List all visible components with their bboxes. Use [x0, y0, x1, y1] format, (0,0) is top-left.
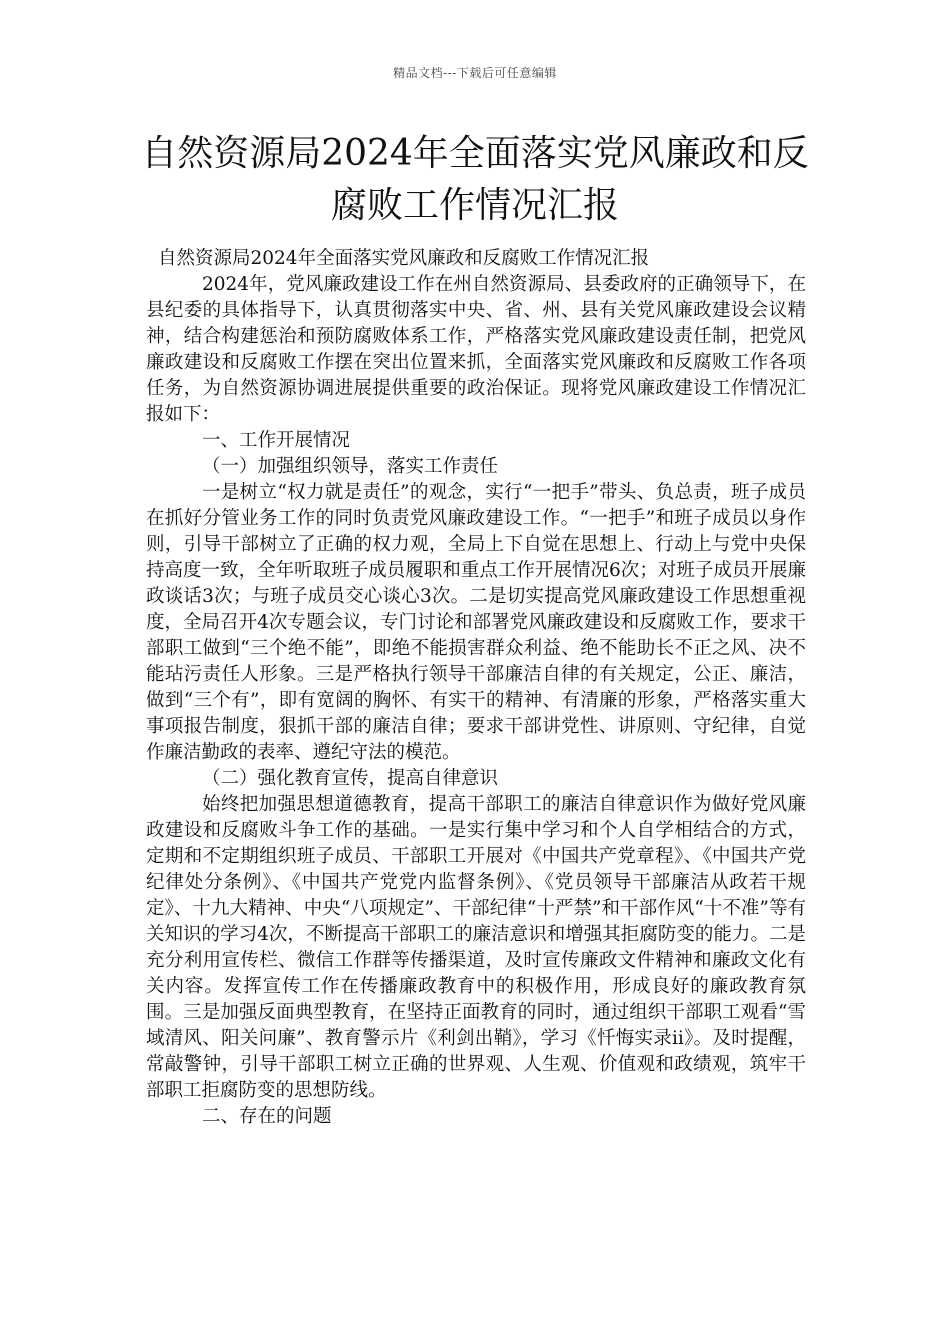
subsection2-heading: （二）强化教育宣传，提高自律意识: [202, 768, 499, 789]
document-title: 自然资源局2024年全面落实党风廉政和反腐败工作情况汇报: [141, 133, 809, 226]
section1-heading: 一、工作开展情况: [202, 430, 351, 451]
section2-heading: 二、存在的问题: [202, 1106, 332, 1127]
subsection1-paragraph: 一是树立“权力就是责任”的观念，实行“一把手”带头、负总责，班子成员在抓好分管业务工作的同时负责党风廉政建设工作。“一把手”和班子成员以身作则，引导干部树立了正确的权力观，全局上下自觉在思想上、行动上与党中央保持高度一致，全年听取班子成员履职和重点工作开展情况6次；对班子成员开展廉政谈话3次；与班子成员交心谈心3次。二是切实提高党风廉政建设工作思想重视度，全局召开4次专题会议，专门讨论和部署党风廉政建设和反腐败工作，要求干部职工做到“三个绝不能”，即绝不能损害群众利益、绝不能助长不正之风、决不能玷污责任人形象。三是严格执行领导干部廉洁自律的有关规定，公正、廉洁，做到“三个有”，即有宽阔的胸怀、有实干的精神、有清廉的形象，严格落实重大事项报告制度，狠抓干部的廉洁自律；要求干部讲党性、讲原则、守纪律，自觉作廉洁勤政的表率、遵纪守法的模范。: [146, 482, 806, 763]
document-subtitle: 自然资源局2024年全面落实党风廉政和反腐败工作情况汇报: [158, 248, 650, 269]
intro-paragraph: 2024年，党风廉政建设工作在州自然资源局、县委政府的正确领导下，在县纪委的具体指导下，认真贯彻落实中央、省、州、县有关党风廉政建设会议精神，结合构建惩治和预防腐败体系工作，严格落实党风廉政建设责任制，把党风廉政建设和反腐败工作摆在突出位置来抓，全面落实党风廉政和反腐败工作各项任务，为自然资源协调进展提供重要的政治保证。现将党风廉政建设工作情况汇报如下：: [146, 274, 806, 425]
subsection2-paragraph: 始终把加强思想道德教育，提高干部职工的廉洁自律意识作为做好党风廉政建设和反腐败斗争工作的基础。一是实行集中学习和个人自学相结合的方式，定期和不定期组织班子成员、干部职工开展对《中国共产党章程》、《中国共产党纪律处分条例》、《中国共产党党内监督条例》、《党员领导干部廉洁从政若干规定》、十九大精神、中央“八项规定”、干部纪律“十严禁”和干部作风“十不准”等有关知识的学习4次，不断提高干部职工的廉洁意识和增强其拒腐防变的能力。二是充分利用宣传栏、微信工作群等传播渠道，及时宣传廉政文件精神和廉政文化有关内容。发挥宣传工作在传播廉政教育中的积极作用，形成良好的廉政教育氛围。三是加强反面典型教育，在坚持正面教育的同时，通过组织干部职工观看“雪域清风、阳关问廉”、教育警示片《利剑出鞘》，学习《忏悔实录ⅱ》。及时提醒，常敲警钟，引导干部职工树立正确的世界观、人生观、价值观和政绩观，筑牢干部职工拒腐防变的思想防线。: [146, 794, 806, 1101]
document-body: [146, 246, 806, 1130]
subsection1-heading: （一）加强组织领导，落实工作责任: [202, 456, 499, 477]
page-header-watermark: 精品文档---下载后可任意编辑: [393, 66, 557, 80]
